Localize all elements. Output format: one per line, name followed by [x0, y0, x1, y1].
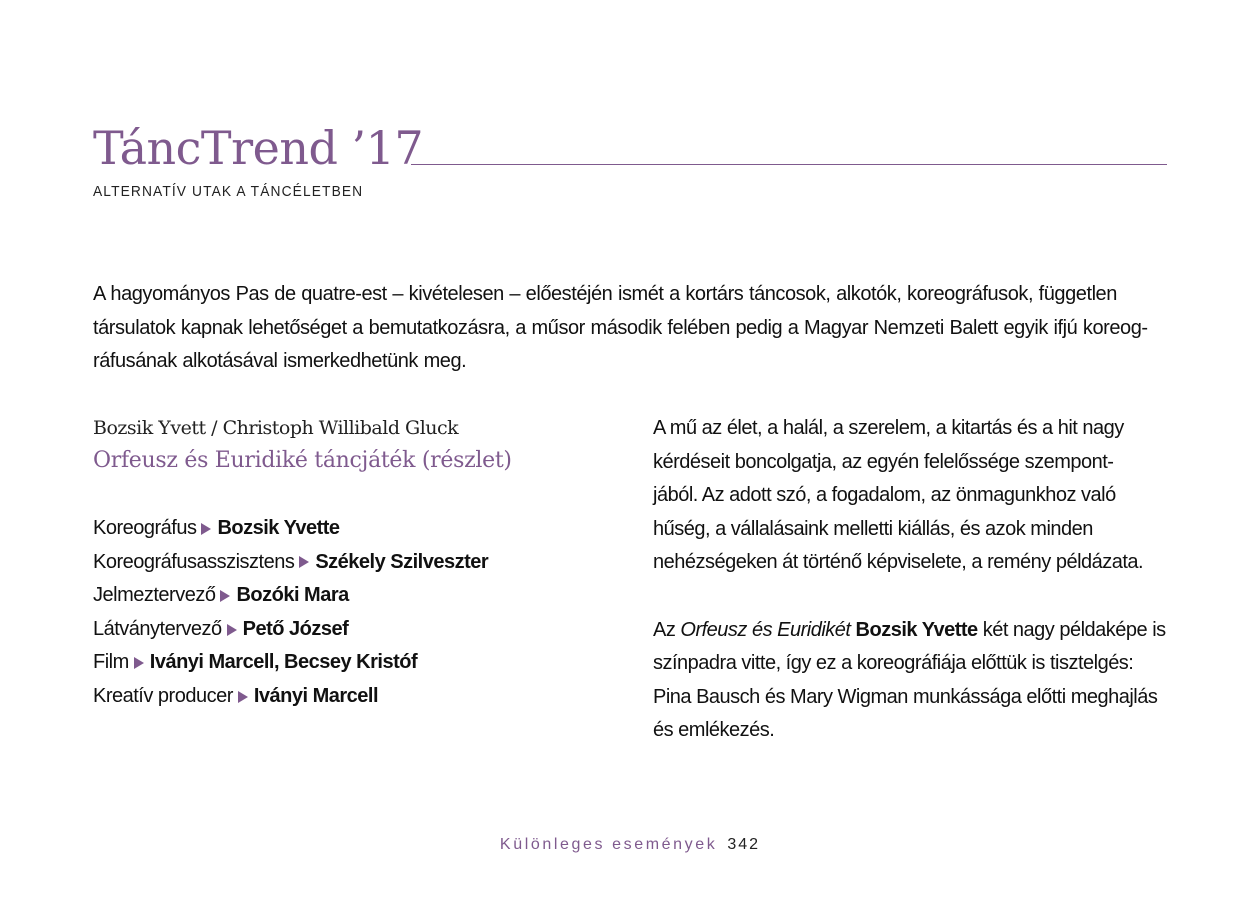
credit-row	[93, 613, 633, 647]
work-authors: Bozsik Yvett / Christoph Willibald Gluck	[93, 417, 459, 439]
page-title: TáncTrend ’17	[93, 121, 424, 175]
work-title-italic: Orfeusz és Euridikét	[680, 618, 851, 641]
credit-role: Kreatív producer	[93, 684, 233, 707]
credit-name: Pető József	[242, 617, 349, 640]
credit-role: Koreográfusasszisztens	[93, 550, 295, 573]
footer-section: Különleges események	[499, 836, 718, 853]
triangle-arrow-icon	[238, 691, 248, 703]
triangle-arrow-icon	[220, 590, 230, 602]
title-row	[93, 118, 1167, 188]
credit-row	[93, 680, 633, 714]
credit-row	[93, 579, 633, 613]
page-subtitle: ALTERNATÍV UTAK A TÁNCÉLETBEN	[93, 183, 364, 200]
credit-row	[93, 512, 633, 546]
description-line: A mű az élet, a halál, a szerelem, a kitartás és a hit nagy	[653, 417, 1124, 439]
intro-line: társulatok kapnak lehetőséget a bemutatkozásra, a műsor második felében pedig a Magyar Nemzeti Balett egyik ifjú koreog-	[93, 316, 1148, 339]
description-line	[653, 614, 1173, 648]
description-line: színpadra vitte, így ez a koreográfiája előttük is tisztelgés:	[653, 652, 1134, 675]
triangle-arrow-icon	[134, 657, 144, 669]
description-line: hűség, a vállalásaink melletti kiállás, és azok minden	[653, 517, 1093, 540]
credit-name: Bozóki Mara	[236, 584, 349, 607]
credit-role: Jelmeztervező	[93, 584, 216, 607]
text-run: két nagy példaképe is	[977, 618, 1166, 641]
triangle-arrow-icon	[299, 556, 309, 568]
description-line: Pina Bausch és Mary Wigman munkássága előtti meghajlás	[653, 685, 1158, 708]
credit-name: Bozsik Yvette	[217, 517, 340, 539]
credit-role: Koreográfus	[93, 517, 197, 539]
credits-list	[93, 512, 633, 714]
title-rule	[411, 164, 1167, 165]
intro-line: ráfusának alkotásával ismerkedhetünk meg.	[93, 350, 467, 372]
credit-row	[93, 646, 633, 680]
intro-paragraph	[93, 278, 1173, 379]
description-line: és emlékezés.	[653, 719, 775, 742]
work-details	[93, 412, 633, 714]
triangle-arrow-icon	[227, 624, 237, 636]
description-line: kérdéseit boncolgatja, az egyén felelőssége szempont-	[653, 450, 1114, 473]
text-run: Az	[653, 618, 681, 641]
credit-row	[93, 546, 633, 580]
triangle-arrow-icon	[201, 523, 211, 535]
choreographer-bold: Bozsik Yvette	[855, 618, 978, 641]
credit-name: Iványi Marcell	[253, 684, 379, 707]
credit-name: Iványi Marcell, Becsey Kristóf	[149, 651, 418, 674]
intro-line: A hagyományos Pas de quatre-est – kivételesen – előestéjén ismét a kortárs táncosok, alkotók, koreográfusok, független	[93, 283, 1117, 305]
description-line: jából. Az adott szó, a fogadalom, az önmagunkhoz való	[653, 484, 1116, 507]
page-number: 342	[727, 836, 761, 853]
credit-role: Film	[93, 651, 129, 674]
work-title: Orfeusz és Euridiké táncjáték (részlet)	[93, 448, 512, 473]
work-description	[653, 412, 1173, 748]
credit-role: Látványtervező	[93, 617, 222, 640]
page-footer	[0, 836, 1260, 854]
credit-name: Székely Szilveszter	[315, 550, 489, 573]
description-line: nehézségeken át történő képviselete, a remény példázata.	[653, 551, 1144, 574]
